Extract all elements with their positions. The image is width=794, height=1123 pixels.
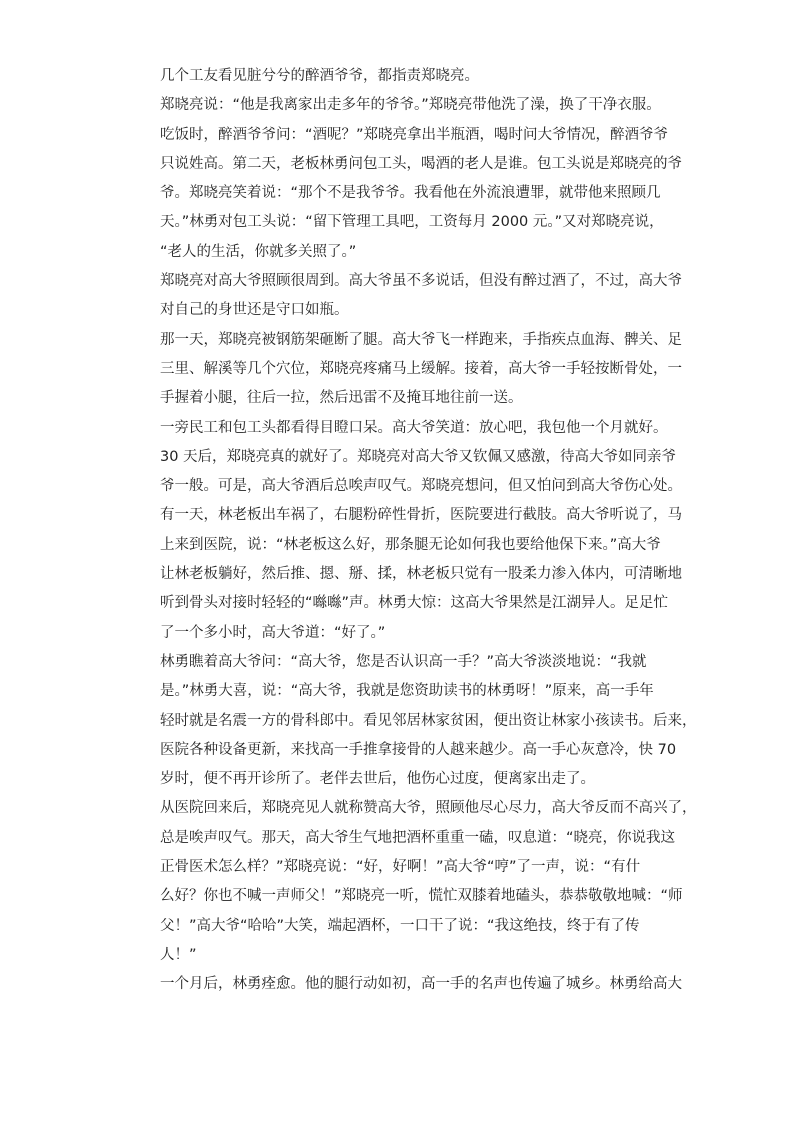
text-line: 有一天，林老板出车祸了，右腿粉碎性骨折，医院要进行截肢。高大爷听说了，马	[160, 507, 682, 524]
text-line: 正骨医术怎么样？”郑晓亮说：“好，好啊！”高大爷“哼”了一声，说：“有什	[160, 859, 641, 876]
text-line: 那一天，郑晓亮被钢筋架砸断了腿。高大爷飞一样跑来，手指疾点血海、髀关、足	[160, 331, 682, 348]
text-line: 是。”林勇大喜，说：“高大爷，我就是您资助读书的林勇呀！”原来，高一手年	[160, 683, 654, 700]
text-line: 郑晓亮对高大爷照顾很周到。高大爷虽不多说话，但没有醉过酒了，不过，高大爷	[160, 273, 682, 290]
text-line: 么好？你也不喊一声师父！”郑晓亮一听，慌忙双膝着地磕头，恭恭敬敬地喊：“师	[160, 888, 683, 905]
text-line: 天。”林勇对包工头说：“留下管理工具吧，工资每月 2000 元。”又对郑晓亮说，	[160, 214, 664, 231]
text-line: 了一个多小时，高大爷道：“好了。”	[160, 624, 386, 641]
text-line: 上来到医院，说：“林老板这么好，那条腿无论如何我也要给他保下来。”高大爷	[160, 536, 661, 553]
text-line: 手握着小腿，往后一拉，然后迅雷不及掩耳地往前一送。	[160, 390, 523, 407]
text-line: 医院各种设备更新，来找高一手推拿接骨的人越来越少。高一手心灰意冷，快 70	[160, 741, 677, 758]
text-line: 吃饭时，醉酒爷爷问：“酒呢？”郑晓亮拿出半瓶酒，喝时问大爷情况，醉酒爷爷	[160, 126, 669, 143]
text-line: 对自己的身世还是守口如瓶。	[160, 302, 349, 319]
text-line: 三里、解溪等几个穴位，郑晓亮疼痛马上缓解。接着，高大爷一手轻按断骨处，一	[160, 360, 682, 377]
text-line: 30 天后，郑晓亮真的就好了。郑晓亮对高大爷又钦佩又感激，待高大爷如同亲爷	[160, 448, 677, 465]
text-line: 几个工友看见脏兮兮的醉酒爷爷，都指责郑晓亮。	[160, 68, 479, 84]
text-line: 只说姓高。第二天，老板林勇问包工头，喝酒的老人是谁。包工头说是郑晓亮的爷	[160, 155, 682, 172]
text-line: 郑晓亮说：“他是我离家出走多年的爷爷。”郑晓亮带他洗了澡，换了干净衣服。	[160, 97, 661, 114]
text-line: 人！”	[160, 946, 197, 963]
text-line: 岁时，便不再开诊所了。老伴去世后，他伤心过度，便离家出走了。	[160, 771, 595, 788]
text-line: 从医院回来后，郑晓亮见人就称赞高大爷，照顾他尽心尽力，高大爷反而不高兴了，	[160, 800, 697, 817]
text-line: 一个月后，林勇痊愈。他的腿行动如初，高一手的名声也传遍了城乡。林勇给高大	[160, 976, 682, 993]
text-line: 一旁民工和包工头都看得目瞪口呆。高大爷笑道：放心吧，我包他一个月就好。	[160, 419, 668, 436]
text-line: 爷一般。可是，高大爷酒后总唉声叹气。郑晓亮想问，但又怕问到高大爷伤心处。	[160, 478, 682, 495]
text-line: 总是唉声叹气。那天，高大爷生气地把酒杯重重一磕，叹息道：“晓亮，你说我这	[160, 829, 676, 846]
text-line: 让林老板躺好，然后推、摁、掰、揉，林老板只觉有一股柔力渗入体内，可清晰地	[160, 566, 682, 583]
text-line: 林勇瞧着高大爷问：“高大爷，您是否认识高一手？”高大爷淡淡地说：“我就	[160, 653, 647, 670]
text-line: “老人的生活，你就多关照了。”	[160, 243, 357, 260]
story-body	[160, 62, 697, 1000]
text-line: 爷。郑晓亮笑着说：“那个不是我爷爷。我看他在外流浪遭罪，就带他来照顾几	[160, 185, 661, 202]
text-line: 轻时就是名震一方的骨科郎中。看见邻居林家贫困，便出资让林家小孩读书。后来，	[160, 712, 697, 729]
text-line: 听到骨头对接时轻轻的“噝噝”声。林勇大惊：这高大爷果然是江湖异人。足足忙	[160, 595, 669, 612]
text-line: 父！”高大爷“哈哈”大笑，端起酒杯，一口干了说：“我这绝技，终于有了传	[160, 917, 640, 934]
